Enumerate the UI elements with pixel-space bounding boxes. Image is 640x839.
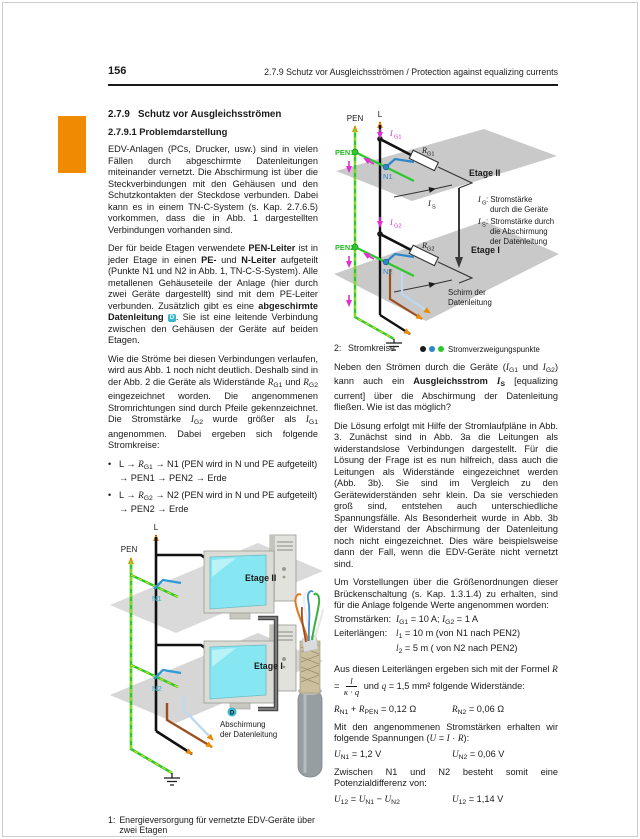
legend-dot-black [420, 346, 426, 352]
branch-dot-l-etage2 [377, 136, 383, 142]
pen-label: PEN [346, 114, 364, 123]
section-number: 2.7.9 [108, 109, 130, 120]
shield-label-line1: Abschirmung [220, 719, 266, 729]
is-subscript: S [432, 204, 436, 211]
formula-text-after: und q = 1,5 mm² folgende Widerstände: [361, 680, 525, 691]
resistance-right: $R_{N2} = 0,06$ Ω [452, 703, 505, 716]
header-rule [108, 84, 558, 86]
pen2-label: PEN2 [335, 243, 355, 252]
resistance-left: $R_{N1} + R_{PEN} = 0,12$ Ω [334, 703, 417, 716]
formula-sentence [334, 664, 558, 697]
paragraph-1: EDV-Anlagen (PCs, Drucker, usw.) sind in vielen Fällen durch abgeschirmte Datenleitungen miteinander vernetzt. Die Abschirmung ist über die Steckverbindungen mit den Gehäusen und den Schutzkontakten der Steckdose verbunden. Dabei kann es in einem TN-C-System (s. Kap. 2.7.6.5) vorkommen, dass die in Abb. 1 dargestellten Verbindungen vorhanden sind. [108, 144, 318, 235]
rg1-subscript: G1 [427, 151, 435, 158]
legend-ig-line1: : Stromstärke [486, 195, 533, 204]
fraction-denominator: κ · q [343, 686, 360, 697]
l-wire-end [380, 315, 410, 334]
ig1-symbol: I [390, 129, 393, 138]
etage1-label: Etage I [254, 660, 283, 671]
legend-is-line1: : Stromstärke durch [486, 217, 555, 226]
ig2-symbol: I [390, 218, 393, 227]
figure-1-illustration [108, 521, 324, 811]
caption-text: Stromkreise [348, 343, 395, 353]
value-text: $l_1 = 10$ m (von N1 nach PEN2) [396, 628, 521, 641]
potential-difference-row [334, 793, 558, 809]
paragraph-9: Zwischen N1 und N2 besteht somit eine Potenzialdifferenz von: [334, 766, 558, 789]
l-wire-end [156, 731, 192, 754]
schirm-label-line2: Datenleitung [448, 298, 492, 307]
resistance-results-row [334, 703, 558, 719]
value-row-lengths-2 [334, 643, 558, 658]
rg2-subscript: G2 [427, 246, 435, 253]
data-line-icon: D [169, 315, 175, 321]
floor-plane-etage1 [334, 221, 559, 321]
left-column [108, 109, 318, 836]
caption-number: 1: [108, 814, 116, 825]
pen-label: PEN [120, 544, 138, 554]
paragraph-4: Neben den Strömen durch die Geräte ($I_{G1}$ und $I_{G2}$) kann auch ein Ausgleichsstrom $I_S$ [equalizing current] über die Abschirmung der Datenleitung fließen. Wie ist das möglich? [334, 361, 558, 413]
l-label: L [377, 110, 383, 119]
paragraph-8: Mit den angenommenen Stromstärken erhalten wir folgende Spannungen (U = I · R): [334, 721, 558, 744]
l-branch-etage1 [380, 234, 411, 250]
potential-right: $U_{12} = 1,14$ V [452, 793, 504, 806]
shielded-cable-photo [295, 590, 323, 776]
ground-symbol [164, 773, 180, 785]
bullet-marker: • [108, 489, 112, 500]
l-branch-etage2 [380, 139, 411, 155]
figure-2-illustration [334, 109, 559, 359]
legend-is-line3: der Datenleitung [490, 237, 548, 246]
legend-ig-subscript: G [482, 200, 487, 207]
ig1-subscript: G1 [394, 134, 402, 141]
potential-left: $U_{12} = U_{N1} - U_{N2}$ [334, 793, 400, 806]
section-title: Schutz vor Ausgleichsströmen [138, 109, 282, 120]
rg1-symbol: R [422, 146, 428, 155]
ig2-subscript: G2 [394, 223, 402, 230]
value-text: $l_2 = 5$ m ( von N2 nach PEN2) [396, 642, 518, 655]
document-page [2, 2, 638, 837]
legend-dot-blue [429, 346, 435, 352]
floor-plane-etage2 [336, 129, 557, 201]
data-line-icon-letter: D [229, 710, 235, 717]
bullet-text: $L \to R_{G1} \to N1$ (PEN wird in N und PE aufgeteilt) → PEN1 → PEN2 → Erde [119, 458, 318, 483]
section-heading [108, 109, 318, 120]
subsection-heading: 2.7.9.1 Problemdarstellung [108, 126, 228, 137]
l-label: L [153, 522, 159, 532]
schirm-label-line1: Schirm der [448, 288, 486, 297]
page-number: 156 [108, 65, 127, 77]
l-branch-etage1 [156, 645, 209, 651]
shield-label-line2: der Datenleitung [220, 729, 278, 739]
caption-number: 2: [334, 343, 342, 353]
rg2-symbol: R [422, 241, 428, 250]
value-row-lengths [334, 628, 558, 643]
etage1-label: Etage I [471, 245, 500, 255]
branch-dot-l-etage1 [377, 231, 383, 237]
n1-label: N1 [383, 172, 393, 181]
l-branch-etage2 [156, 555, 209, 561]
running-header: 2.7.9 Schutz vor Ausgleichsströmen / Protection against equalizing currents [264, 67, 558, 77]
is-symbol: I [428, 199, 431, 208]
branch-dot-n1 [383, 164, 389, 170]
legend-dot-green [438, 346, 444, 352]
value-label-spacer [334, 643, 396, 658]
etage2-label: Etage II [245, 572, 277, 583]
legend-is-symbol: I [478, 217, 481, 226]
caption-text: Energieversorgung für vernetzte EDV-Geräte über zwei Etagen [119, 814, 315, 836]
branch-legend-label: Stromverzweigungspunkte [448, 345, 540, 354]
legend-is-subscript: S [482, 222, 486, 229]
etage2-label: Etage II [469, 168, 501, 178]
branch-dot-n2 [383, 259, 389, 265]
value-label: Stromstärken: [334, 613, 392, 624]
formula-text-before: Aus diesen Leiterlängen ergeben sich mit der Formel R = [334, 664, 558, 691]
n2-label: N2 [383, 267, 393, 276]
legend-is-line2: die Abschirmung [490, 227, 548, 236]
bullet-item-1 [108, 459, 318, 485]
bullet-text: $L \to R_{G2} \to N2$ (PEN wird in N und PE aufgeteilt) → PEN2 → Erde [119, 489, 318, 514]
right-column [334, 109, 558, 812]
voltage-right: $U_{N2} = 0,06$ V [452, 748, 505, 761]
n1-label: N1 [152, 593, 162, 603]
fraction-numerator: l [346, 676, 356, 687]
voltage-left: $U_{N1} = 1,2$ V [334, 748, 382, 761]
value-text: $I_{G1} = 10$ A; $I_{G2} = 1$ A [396, 613, 479, 626]
legend-ig-line2: durch die Geräte [490, 205, 549, 214]
bullet-marker: • [108, 458, 112, 469]
paragraph-5: Die Lösung erfolgt mit Hilfe der Stromlaufpläne in Abb. 3. Zunächst sind in Abb. 3a die Leitungen als widerstandslose Verbindungen dargestellt. Für die Lösung der Frage ist es nun hilfreich, dass auch die Leitungen als Widerstände eingezeichnet werden (Abb. 3b). Sie sind im Vergleich zu den Gerätewiderständen sehr klein. Da sie verschieden groß sind, entstehen auch unterschiedliche Spannungsfälle. Als Besonderheit wurde in Abb. 3b der Widerstand der Abschirmung der Datenleitung noch nicht eingezeichnet. Dies wäre beispielsweise dann der Fall, wenn die EDV-Geräte nicht vernetzt sind. [334, 420, 558, 569]
legend-ig-symbol: I [478, 195, 481, 204]
paragraph-3: Wie die Ströme bei diesen Verbindungen verlaufen, wird aus Abb. 1 noch nicht deutlich. Deshalb sind in der Abb. 2 die Geräte als Widerstände $R_{G1}$ und $R_{G2}$ eingezeichnet worden. Die angenommenen Stromrichtungen sind durch Pfeile gekennzeichnet. Die Stromstärke $I_{G2}$ wurde größer als $I_{G1}$ angenommen. Dabei ergeben sich folgende Stromkreise: [108, 353, 318, 450]
paragraph-2: Der für beide Etagen verwendete PEN-Leiter ist in jeder Etage in einen PE- und N-Leiter aufgeteilt (Punkte N1 und N2 in Abb. 1, TN-C-S-System). Alle metallenen Gehäuseteile der Anlage (hier durch zwei Geräte dargestellt) sind mit dem PE-Leiter verbunden. Zusätzlich gibt es eine abgeschirmte Datenleitung D . Sie ist eine leitende Verbindung zwischen den Gehäusen der Geräte auf beiden Etagen. [108, 243, 319, 345]
voltage-results-row [334, 748, 558, 764]
value-row-currents [334, 614, 558, 629]
figure-1-caption [108, 815, 318, 837]
pen1-label: PEN1 [335, 148, 355, 157]
n2-label: N2 [152, 683, 162, 693]
bullet-item-2 [108, 490, 318, 516]
section-margin-tab [58, 116, 86, 173]
paragraph-6: Um Vorstellungen über die Größenordnungen dieser Brückenschaltung (s. Kap. 1.3.1.4) zu erhalten, sind für die Anlage folgende Werte angenommen worden: [334, 577, 558, 611]
value-label: Leiterlängen: [334, 628, 388, 639]
fraction [344, 676, 359, 697]
